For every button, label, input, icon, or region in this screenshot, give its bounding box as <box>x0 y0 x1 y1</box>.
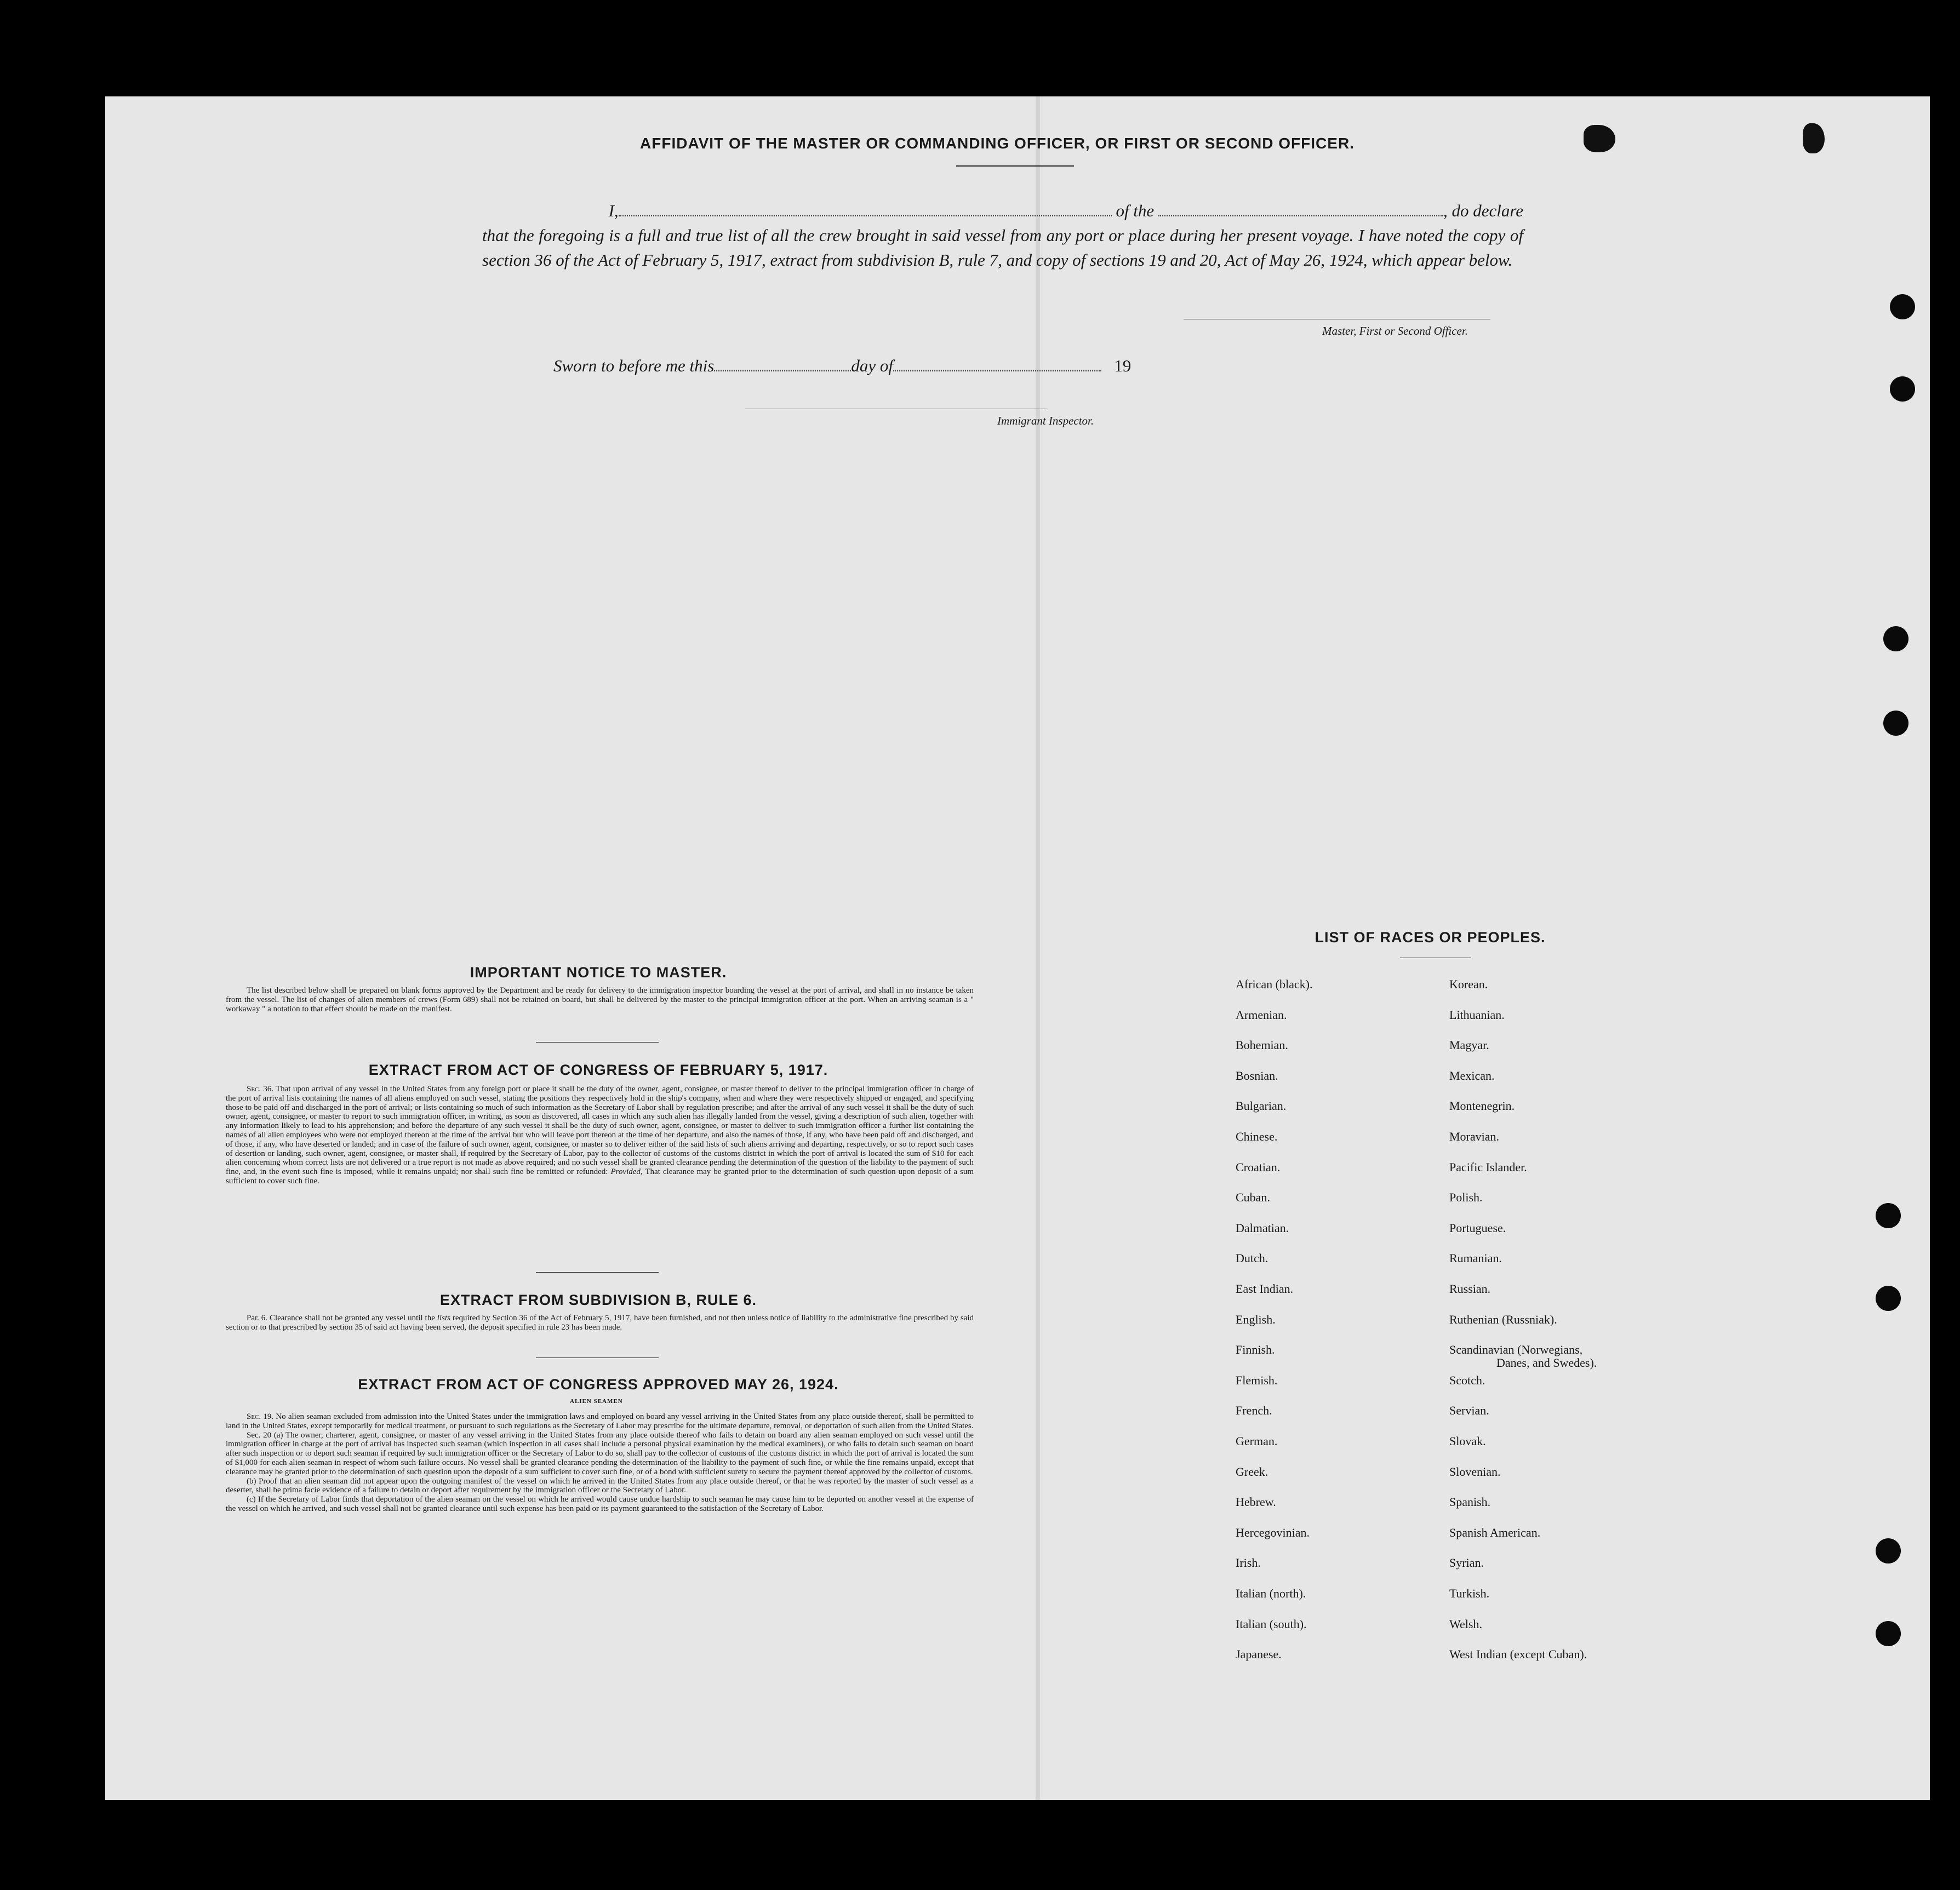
race-item: Mexican. <box>1449 1069 1495 1083</box>
punch-hole <box>1883 711 1908 736</box>
race-item: Spanish American. <box>1449 1526 1541 1539</box>
affidavit-i: I, <box>608 201 619 220</box>
proviso-text: That clearance may be granted prior to the determination of such question upon deposit of a sum sufficient to cover such fine. <box>226 1167 974 1185</box>
affidavit-line1 <box>482 198 1523 223</box>
race-item: Hercegovinian. <box>1236 1526 1310 1539</box>
sec-36-paragraph <box>226 1085 974 1186</box>
race-item: African (black). <box>1236 977 1313 991</box>
race-item: Croatian. <box>1236 1160 1281 1174</box>
punch-hole <box>1890 376 1915 402</box>
race-item: English. <box>1236 1313 1276 1326</box>
race-item: Slovenian. <box>1449 1465 1501 1479</box>
race-item: French. <box>1236 1404 1272 1417</box>
vessel-blank <box>1158 203 1443 216</box>
day-blank <box>714 358 851 371</box>
sec-19-label: Sec. 19. <box>247 1412 274 1421</box>
affidavit-body: that the foregoing is a full and true list of all the crew brought in said vessel from any port or place during her present voyage. I have noted the copy of section 36 of the Act of February 5, 1917, extract from subdivision B, rule 7, and copy of sections 19 and 20, Act of May 26, 1924, which appear below. <box>482 226 1523 270</box>
race-item: Dalmatian. <box>1236 1221 1289 1235</box>
sec-19-paragraph <box>226 1412 974 1431</box>
race-item: Lithuanian. <box>1449 1008 1505 1022</box>
par-6-text-b: required by Section 36 of the Act of February 5, 1917, have been furnished, and not then unless notice of liability to the administrative fine prescribed by said section or to that prescribed by section 35 of said act having been served, the deposit specified in rule 23 has been made. <box>226 1314 974 1332</box>
race-item: Turkish. <box>1449 1587 1490 1600</box>
sec-20c-paragraph: (c) If the Secretary of Labor finds that deportation of the alien seaman on the vessel on which he arrived would cause undue hardship to such seaman he may cause him to be deported on another vessel at the expense of the vessel on which he arrived, and such vessel shall not be granted clearance until such expense has been paid or its payment guaranteed to the satisfaction of the Secretary of Labor. <box>226 1495 974 1513</box>
punch-hole <box>1876 1203 1901 1228</box>
subdivision-b-text <box>226 1314 974 1332</box>
race-item: Spanish. <box>1449 1495 1491 1509</box>
affidavit-of-the: of the <box>1116 201 1155 220</box>
sworn-line <box>553 356 1131 376</box>
race-item: Italian (north). <box>1236 1587 1306 1600</box>
race-item: Bohemian. <box>1236 1038 1288 1052</box>
par-6-text-a: Clearance shall not be granted any vessel until the <box>269 1314 435 1322</box>
race-item: Scotch. <box>1449 1373 1485 1387</box>
affidavit-title: AFFIDAVIT OF THE MASTER OR COMMANDING OFFICER, OR FIRST OR SECOND OFFICER. <box>640 135 1355 152</box>
section-rule <box>536 1272 659 1273</box>
extract-1917-text <box>226 1085 974 1186</box>
sec-20a-paragraph: Sec. 20 (a) The owner, charterer, agent, consignee, or master of any vessel arriving in the United States from any place outside thereof who fails to detain on board any alien seaman employed on such vessel until the immigration officer in charge at the port of arrival has inspected such seaman (which inspection in all cases shall include a personal physical examination by the medical examiners), or who fails to detain such seaman on board after such inspection or to deport such seaman if required by such immigration officer or the Secretary of Labor to do so, shall pay to the collector of customs of the customs district in which the port of arrival is located the sum of $1,000 for each alien seaman in respect of whom such failure occurs. No vessel shall be granted clearance pending the determination of the liability to the payment of such fine, or while the fine remains unpaid, except that clearance may be granted prior to the determination of such question upon the deposit of a sum sufficient to cover such fine, or of a bond with sufficient surety to secure the payment thereof approved by the collector of customs. <box>226 1430 974 1476</box>
alien-seamen-subtitle: ALIEN SEAMEN <box>570 1398 623 1405</box>
lists-word: lists <box>437 1314 450 1322</box>
sec-19-text: No alien seaman excluded from admission into the United States under the immigration laws and employed on board any vessel arriving in the United States from any place outside thereof, shall be permitted to land in the United States, except temporarily for medical treatment, or pursuant to such regulations as the Secretary of Labor may prescribe for the ultimate departure, removal, or deportation of such alien from the United States. <box>226 1412 974 1430</box>
race-item: Bulgarian. <box>1236 1099 1287 1113</box>
par-6-label: Par. 6. <box>247 1314 268 1322</box>
title-rule <box>956 165 1074 167</box>
master-caption: Master, First or Second Officer. <box>1322 324 1468 337</box>
race-item: Cuban. <box>1236 1190 1270 1204</box>
notice-title: IMPORTANT NOTICE TO MASTER. <box>470 964 727 981</box>
race-item: German. <box>1236 1434 1278 1448</box>
notice-paragraph: The list described below shall be prepared on blank forms approved by the Department and be ready for delivery to the immigration inspector boarding the vessel at the port of arrival, and shall in no instance be taken from the vessel. The list of changes of alien members of crews (Form 689) shall not be retained on board, but shall be delivered by the master to the principal immigration officer at the port. When an arriving seaman is a " workaway " a notation to that effect should be made on the manifest. <box>226 986 974 1013</box>
race-item: Rumanian. <box>1449 1251 1502 1265</box>
sec-36-text: That upon arrival of any vessel in the United States from any foreign port or place it shall be the duty of the owner, agent, consignee, or master thereof to deliver to the principal immigration officer in charge of the port of arrival lists containing the names of all aliens employed on such vessel, stating the positions they respectively hold in the ship's company, when and where they were respectively shipped or engaged, and specifying those to be paid off and discharged in the port of arrival; or lists containing so much of such information as the Secretary of Labor shall by regulation prescribe; and after the arrival of any such vessel it shall be the duty of such owner, agent, consignee, or master to report to such immigration officer, in writing, as soon as discovered, all cases in which any such alien has illegally landed from the vessel, giving a description of such alien, together with any information likely to lead to his apprehension; and before the departure of any such vessel it shall be the duty of such owner, agent, consignee, or master to deliver to such immigration officer a further list containing the names of all alien employees who were not employed thereon at the time of the arrival but who will leave port thereon at the time of her departure, and also the names of those, if any, who have been paid off and discharged, and of those, if any, who have deserted or landed; and in case of the failure of such owner, agent, consignee, or master so to deliver either of the said lists of such aliens arriving and departing, respectively, or so to report such cases of desertion or landing, such owner, agent, consignee, or master shall, if required by the Secretary of Labor, pay to the collector of customs of the customs district in which the port of arrival is located the sum of $10 for each alien concerning whom correct lists are not delivered or a true report is not made as above required; and no such vessel shall be granted clearance pending the determination of the question of the liability to the payment of such fine, and, in the event such fine is imposed, while it remains unpaid; nor shall such fine be remitted or refunded: <box>226 1085 974 1177</box>
sworn-label: Sworn to before me this <box>553 356 715 375</box>
race-item: Dutch. <box>1236 1251 1268 1265</box>
race-item: Armenian. <box>1236 1008 1287 1022</box>
race-item: Ruthenian (Russniak). <box>1449 1313 1557 1326</box>
extract-1917-title: EXTRACT FROM ACT OF CONGRESS OF FEBRUARY 5, 1917. <box>368 1062 828 1078</box>
par-6-paragraph <box>226 1314 974 1332</box>
inspector-caption: Immigrant Inspector. <box>997 414 1094 427</box>
race-item: West Indian (except Cuban). <box>1449 1647 1587 1661</box>
document-page <box>105 96 1930 1800</box>
race-item: Slovak. <box>1449 1434 1486 1448</box>
punch-hole <box>1890 294 1915 319</box>
race-item: Russian. <box>1449 1282 1491 1296</box>
race-item: Greek. <box>1236 1465 1268 1479</box>
punch-hole <box>1883 626 1908 651</box>
punch-hole <box>1876 1286 1901 1311</box>
race-item: Portuguese. <box>1449 1221 1506 1235</box>
year-prefix: 19 <box>1114 356 1132 375</box>
section-rule <box>536 1042 659 1043</box>
proviso-label: Provided, <box>610 1167 643 1177</box>
race-item: Montenegrin. <box>1449 1099 1515 1113</box>
page-fold <box>1036 96 1040 1800</box>
race-item: Bosnian. <box>1236 1069 1278 1083</box>
race-item: Irish. <box>1236 1556 1261 1570</box>
race-item: Chinese. <box>1236 1130 1278 1143</box>
race-item: Magyar. <box>1449 1038 1489 1052</box>
subdivision-b-title: EXTRACT FROM SUBDIVISION B, RULE 6. <box>439 1292 757 1308</box>
races-title: LIST OF RACES OR PEOPLES. <box>1315 929 1546 946</box>
race-item: Polish. <box>1449 1190 1483 1204</box>
race-item: Japanese. <box>1236 1647 1282 1661</box>
sec-36-label: Sec. 36. <box>247 1085 274 1093</box>
name-blank <box>619 203 1112 216</box>
race-item: Flemish. <box>1236 1373 1278 1387</box>
month-blank <box>893 358 1101 371</box>
extract-1924-title: EXTRACT FROM ACT OF CONGRESS APPROVED MAY 26, 1924. <box>358 1376 839 1393</box>
race-item: Pacific Islander. <box>1449 1160 1527 1174</box>
race-item: Welsh. <box>1449 1617 1482 1631</box>
punch-hole <box>1876 1621 1901 1646</box>
ink-blot <box>1584 125 1615 152</box>
race-item: Servian. <box>1449 1404 1489 1417</box>
race-item: Finnish. <box>1236 1343 1275 1356</box>
extract-1924-text <box>226 1412 974 1514</box>
race-item: Moravian. <box>1449 1130 1500 1143</box>
affidavit-declare: , do declare <box>1443 201 1523 220</box>
race-item-continuation: Danes, and Swedes). <box>1496 1356 1597 1370</box>
race-item: Hebrew. <box>1236 1495 1276 1509</box>
day-of-label: day of <box>851 356 893 375</box>
race-item: Scandinavian (Norwegians, <box>1449 1343 1583 1356</box>
affidavit-text <box>482 198 1523 272</box>
notice-text <box>226 986 974 1013</box>
race-item: Italian (south). <box>1236 1617 1307 1631</box>
race-item: East Indian. <box>1236 1282 1294 1296</box>
race-item: Korean. <box>1449 977 1488 991</box>
sec-20b-paragraph: (b) Proof that an alien seaman did not appear upon the outgoing manifest of the vessel on which he arrived in the United States from any place outside thereof, or that he was reported by the master of such vessel as a deserter, shall be prima facie evidence of a failure to detain or deport after requirement by the immigration officer or the Secretary of Labor. <box>226 1476 974 1495</box>
ink-blot <box>1803 123 1825 153</box>
punch-hole <box>1876 1538 1901 1563</box>
race-item: Syrian. <box>1449 1556 1484 1570</box>
